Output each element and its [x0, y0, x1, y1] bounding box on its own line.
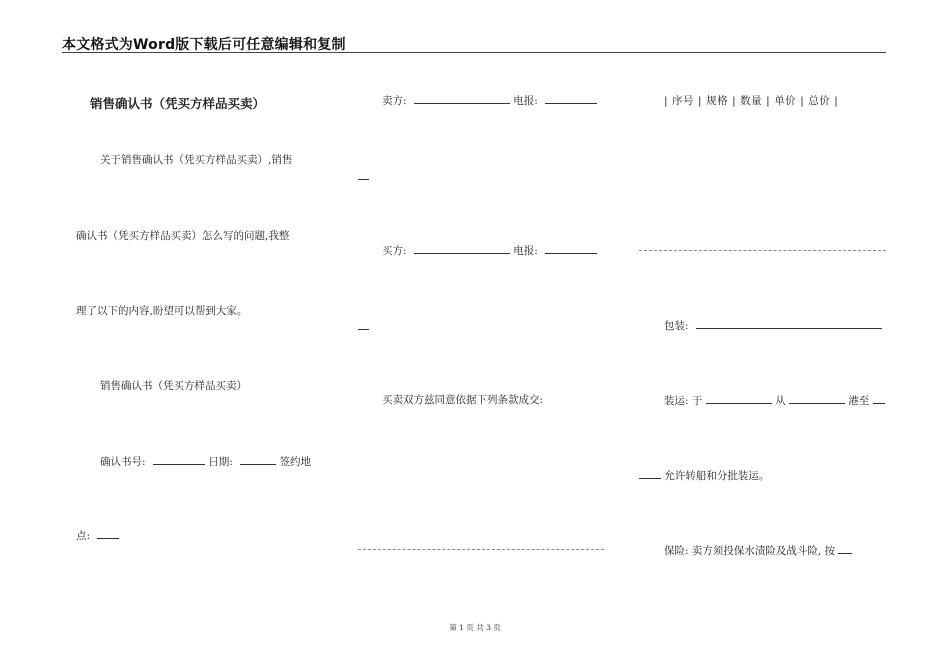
header-divider — [62, 52, 886, 53]
buyer-tel-blank — [545, 243, 597, 254]
seller-tel-label: 电报: — [513, 95, 538, 107]
page-footer: 第 1 页 共 3 页 — [449, 623, 501, 632]
intro-line-3: 理了以下的内容,盼望可以帮到大家。 — [76, 305, 248, 317]
shipping-date-blank — [706, 393, 772, 404]
seller-row — [382, 93, 597, 108]
packing-row — [664, 318, 882, 333]
th-total-price: 总价 — [808, 95, 831, 107]
insurance-text: 保险: 卖方须投保水渍险及战斗险, 按 — [664, 545, 836, 557]
transship-text: 允许转船和分批装运。 — [664, 470, 770, 482]
seller-tel-blank — [545, 93, 597, 104]
seller-line-end — [358, 179, 369, 180]
transship-row — [639, 468, 769, 483]
th-spec: 规格 — [706, 95, 729, 107]
th-index: 序号 — [672, 95, 695, 107]
date-blank — [240, 454, 276, 465]
packing-blank — [696, 318, 882, 329]
insurance-row — [664, 543, 852, 558]
buyer-line-end — [358, 329, 369, 330]
shipping-prefix: 装运: 于 — [664, 395, 703, 407]
transship-blank — [639, 468, 661, 479]
buyer-label: 买方: — [382, 245, 407, 257]
date-label: 日期: — [208, 456, 233, 468]
section-subtitle: 销售确认书（凭买方样品买卖） — [100, 380, 247, 392]
shipping-from-label: 从 — [775, 395, 786, 407]
packing-label: 包装: — [664, 320, 689, 332]
document-header-title: 本文格式为Word版下载后可任意编辑和复制 — [62, 37, 346, 53]
seller-label: 卖方: — [382, 95, 407, 107]
col2-dashed-divider — [358, 549, 604, 550]
signing-place-row — [76, 528, 119, 543]
shipping-port-label: 港至 — [848, 395, 870, 407]
goods-table-header: | 序号 | 规格 | 数量 | 单价 | 总价 | — [664, 95, 839, 107]
th-quantity: 数量 — [740, 95, 763, 107]
document-title: 销售确认书（凭买方样品买卖） — [90, 96, 266, 111]
signing-place-label: 签约地 — [279, 456, 311, 468]
buyer-tel-label: 电报: — [513, 245, 538, 257]
shipping-port-blank — [873, 393, 885, 404]
intro-line-2: 确认书（凭买方样品买卖）怎么写的问题,我整 — [76, 230, 290, 242]
confirm-no-label: 确认书号: — [100, 456, 146, 468]
confirm-no-blank — [153, 454, 205, 465]
agreement-text: 买卖双方兹同意依据下列条款成交: — [382, 394, 544, 406]
seller-blank — [414, 93, 510, 104]
buyer-blank — [414, 243, 510, 254]
shipping-row — [664, 393, 885, 408]
th-unit-price: 单价 — [774, 95, 797, 107]
buyer-row — [382, 243, 597, 258]
table-dashed-divider — [639, 250, 886, 251]
signing-place-blank — [97, 528, 119, 539]
intro-line-1: 关于销售确认书（凭买方样品买卖）,销售 — [100, 154, 293, 166]
signing-place-cont: 点: — [76, 530, 91, 542]
confirmation-number-row — [100, 454, 311, 469]
shipping-from-blank — [789, 393, 845, 404]
insurance-blank — [838, 543, 852, 554]
